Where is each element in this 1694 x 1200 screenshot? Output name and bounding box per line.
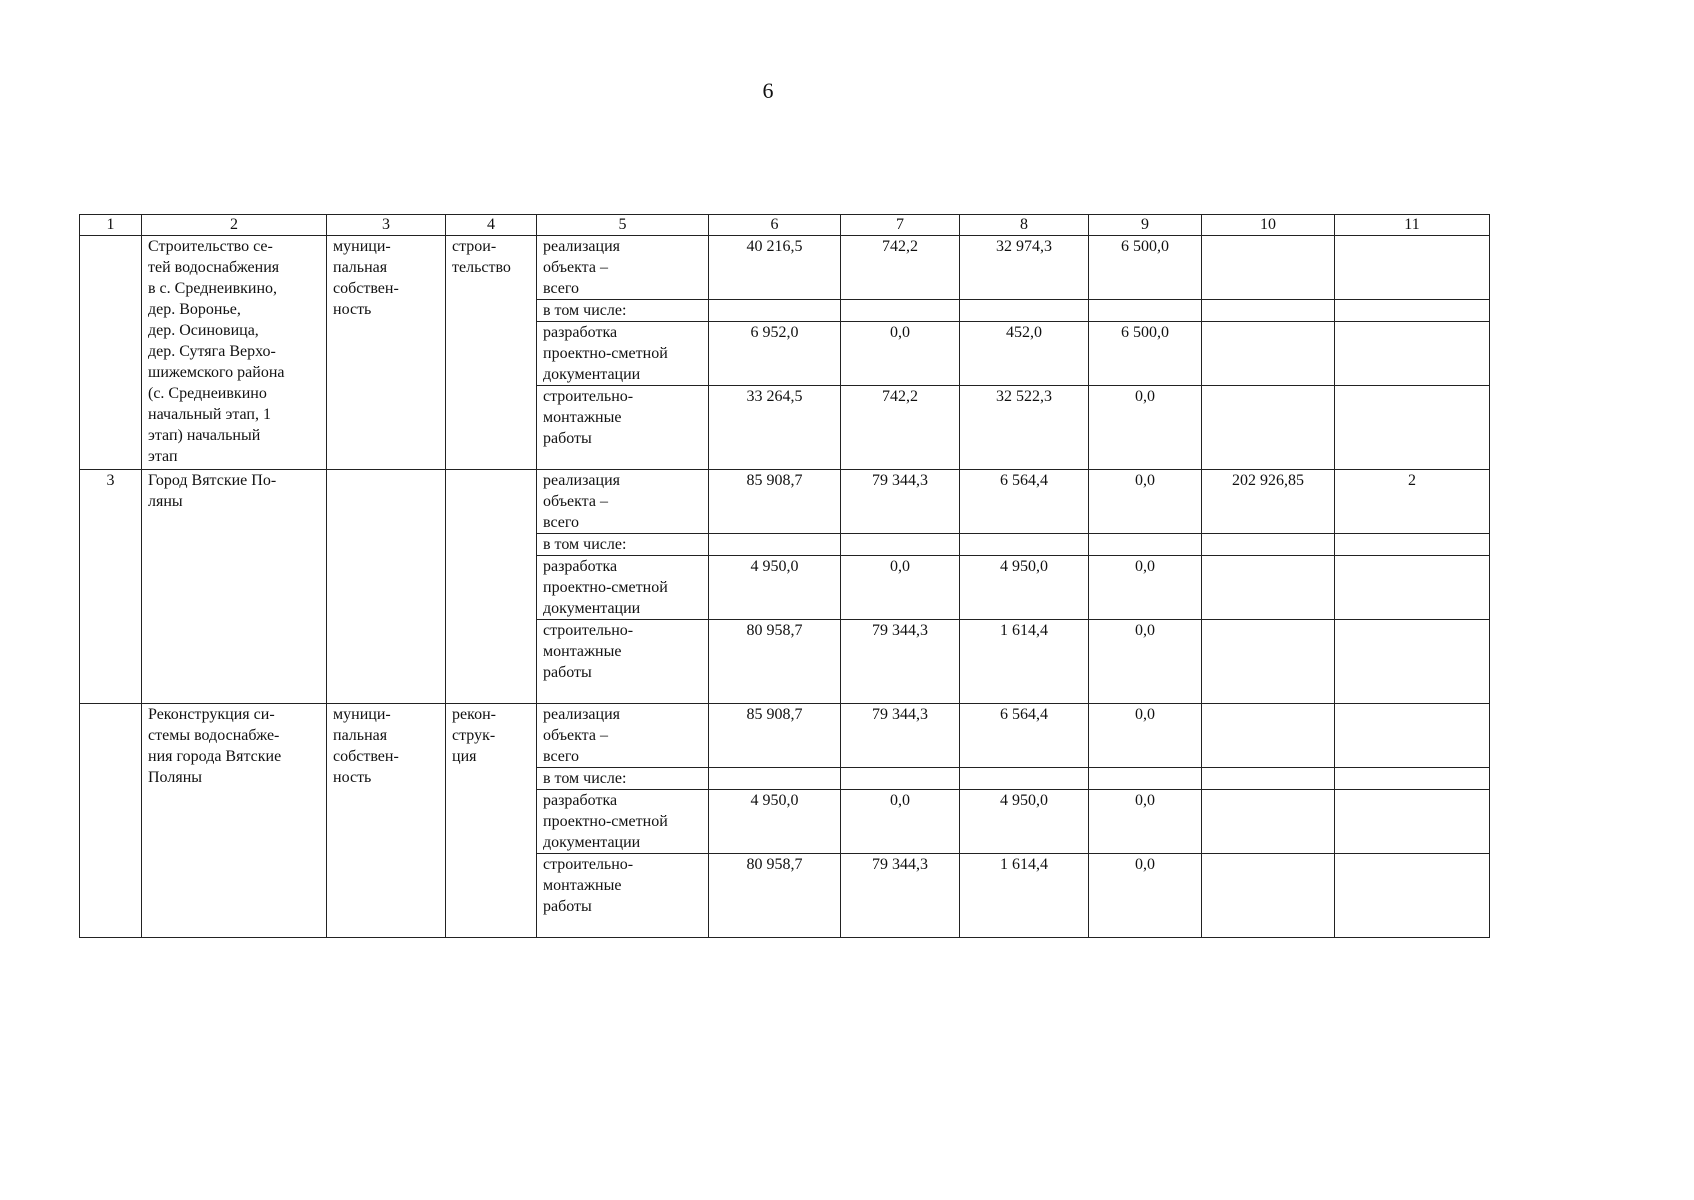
amount-cell: 6 500,0 (1089, 236, 1202, 300)
expense-label: разработка проектно-сметной документации (537, 556, 709, 620)
amount-cell: 79 344,3 (841, 620, 960, 704)
column-number: 4 (446, 215, 537, 236)
empty-cell (1202, 790, 1335, 854)
empty-cell (1202, 300, 1335, 322)
amount-cell (960, 534, 1089, 556)
amount-cell (709, 768, 841, 790)
amount-cell: 79 344,3 (841, 470, 960, 534)
amount-cell (960, 300, 1089, 322)
program-table (79, 214, 1490, 938)
column-number: 3 (327, 215, 446, 236)
amount-cell: 6 564,4 (960, 704, 1089, 768)
empty-cell (1202, 322, 1335, 386)
amount-cell: 742,2 (841, 386, 960, 470)
amount-cell (709, 300, 841, 322)
amount-cell: 0,0 (1089, 704, 1202, 768)
amount-cell (1089, 300, 1202, 322)
column-number: 7 (841, 215, 960, 236)
amount-cell: 32 974,3 (960, 236, 1089, 300)
page-number: 6 (762, 78, 774, 103)
empty-cell (1335, 790, 1490, 854)
amount-cell: 0,0 (1089, 556, 1202, 620)
row-number (80, 704, 142, 938)
empty-cell (1335, 386, 1490, 470)
amount-cell: 4 950,0 (960, 790, 1089, 854)
amount-cell: 452,0 (960, 322, 1089, 386)
amount-cell (709, 534, 841, 556)
empty-cell (1335, 300, 1490, 322)
ownership-type: муници- пальная собствен- ность (327, 704, 446, 938)
amount-cell: 32 522,3 (960, 386, 1089, 470)
amount-cell (841, 768, 960, 790)
amount-cell: 6 500,0 (1089, 322, 1202, 386)
empty-cell (1202, 768, 1335, 790)
expense-label: строительно- монтажные работы (537, 854, 709, 938)
amount-cell: 0,0 (841, 322, 960, 386)
count-cell (1335, 704, 1490, 768)
row-number: 3 (80, 470, 142, 704)
total-cost-cell (1202, 704, 1335, 768)
row-number (80, 236, 142, 470)
object-row (80, 470, 1490, 534)
ownership-type (327, 470, 446, 704)
empty-cell (1335, 534, 1490, 556)
amount-cell: 6 952,0 (709, 322, 841, 386)
amount-cell: 0,0 (1089, 620, 1202, 704)
amount-cell: 4 950,0 (709, 556, 841, 620)
expense-label: реализация объекта – всего (537, 704, 709, 768)
expense-label: разработка проектно-сметной документации (537, 322, 709, 386)
empty-cell (1202, 556, 1335, 620)
amount-cell: 80 958,7 (709, 854, 841, 938)
object-row (80, 704, 1490, 768)
amount-cell: 0,0 (1089, 854, 1202, 938)
count-cell: 2 (1335, 470, 1490, 534)
empty-cell (1335, 556, 1490, 620)
expense-label: реализация объекта – всего (537, 236, 709, 300)
empty-cell (1335, 322, 1490, 386)
amount-cell (841, 534, 960, 556)
empty-cell (1202, 620, 1335, 704)
column-number: 8 (960, 215, 1089, 236)
expense-label: строительно- монтажные работы (537, 620, 709, 704)
work-type: рекон- струк- ция (446, 704, 537, 938)
column-number: 10 (1202, 215, 1335, 236)
object-name: Строительство се- тей водоснабжения в с. Среднеивкино, дер. Воронье, дер. Осиновица, дер. Сутяга Верхо- шижемского района (с. Среднеивкино начальный этап, 1 этап) начальный этап (142, 236, 327, 470)
amount-cell (1089, 534, 1202, 556)
amount-cell (960, 768, 1089, 790)
empty-cell (1335, 854, 1490, 938)
total-cost-cell: 202 926,85 (1202, 470, 1335, 534)
expense-label: строительно- монтажные работы (537, 386, 709, 470)
ownership-type: муници- пальная собствен- ность (327, 236, 446, 470)
column-number: 11 (1335, 215, 1490, 236)
object-row (80, 236, 1490, 300)
amount-cell: 80 958,7 (709, 620, 841, 704)
work-type: строи- тельство (446, 236, 537, 470)
amount-cell: 0,0 (1089, 386, 1202, 470)
amount-cell: 6 564,4 (960, 470, 1089, 534)
amount-cell: 0,0 (841, 556, 960, 620)
empty-cell (1335, 768, 1490, 790)
expense-label: реализация объекта – всего (537, 470, 709, 534)
empty-cell (1335, 620, 1490, 704)
amount-cell: 0,0 (1089, 790, 1202, 854)
expense-label: разработка проектно-сметной документации (537, 790, 709, 854)
object-name: Реконструкция си- стемы водоснабже- ния города Вятские Поляны (142, 704, 327, 938)
amount-cell: 85 908,7 (709, 470, 841, 534)
amount-cell: 0,0 (1089, 470, 1202, 534)
empty-cell (1202, 386, 1335, 470)
amount-cell: 33 264,5 (709, 386, 841, 470)
column-number: 9 (1089, 215, 1202, 236)
expense-label: в том числе: (537, 534, 709, 556)
amount-cell: 4 950,0 (960, 556, 1089, 620)
amount-cell: 4 950,0 (709, 790, 841, 854)
amount-cell: 1 614,4 (960, 620, 1089, 704)
amount-cell (1089, 768, 1202, 790)
work-type (446, 470, 537, 704)
amount-cell (841, 300, 960, 322)
amount-cell: 85 908,7 (709, 704, 841, 768)
column-number: 5 (537, 215, 709, 236)
amount-cell: 79 344,3 (841, 704, 960, 768)
amount-cell: 40 216,5 (709, 236, 841, 300)
amount-cell: 1 614,4 (960, 854, 1089, 938)
expense-label: в том числе: (537, 300, 709, 322)
count-cell (1335, 236, 1490, 300)
total-cost-cell (1202, 236, 1335, 300)
amount-cell: 742,2 (841, 236, 960, 300)
column-number: 2 (142, 215, 327, 236)
empty-cell (1202, 534, 1335, 556)
amount-cell: 79 344,3 (841, 854, 960, 938)
amount-cell: 0,0 (841, 790, 960, 854)
column-number-row (80, 215, 1490, 236)
object-name: Город Вятские По- ляны (142, 470, 327, 704)
empty-cell (1202, 854, 1335, 938)
column-number: 6 (709, 215, 841, 236)
column-number: 1 (80, 215, 142, 236)
expense-label: в том числе: (537, 768, 709, 790)
